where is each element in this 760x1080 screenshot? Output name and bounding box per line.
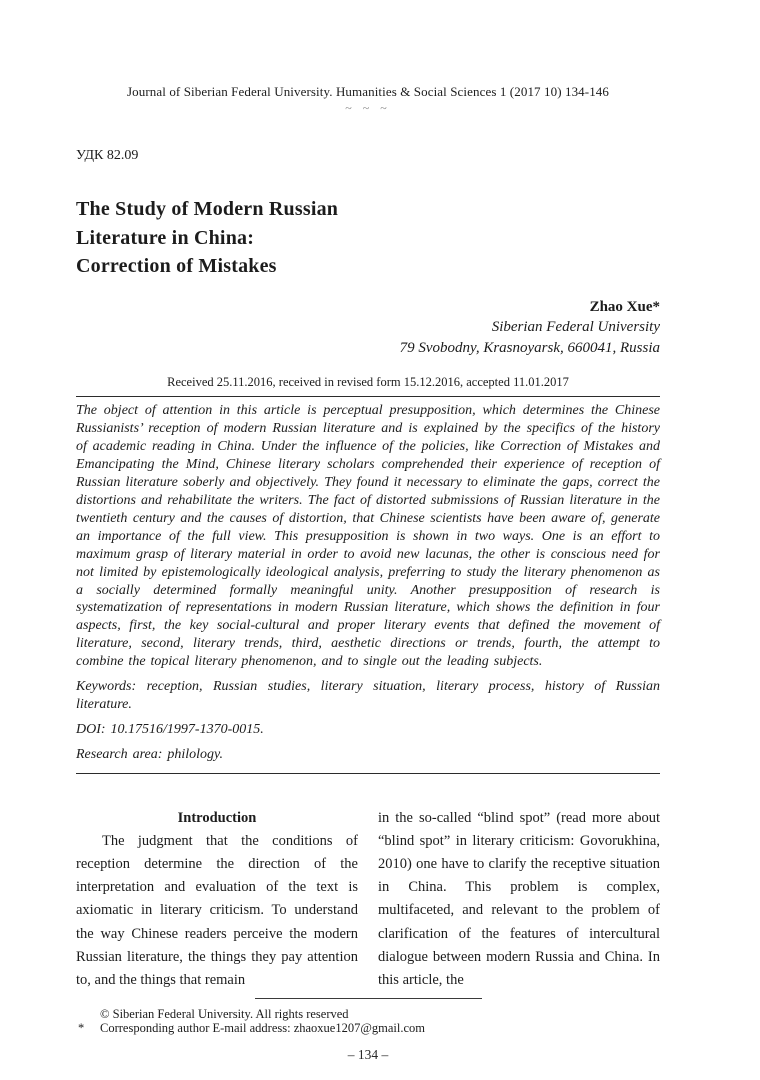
article-title: [76, 195, 660, 281]
doi-line: DOI: 10.17516/1997-1370-0015.: [76, 722, 264, 738]
footnotes: [76, 1007, 660, 1036]
keywords-paragraph: Keywords: reception, Russian studies, literary situation, literary process, history of Russian literature.: [76, 679, 660, 713]
footnote-asterisk: *: [78, 1021, 85, 1036]
author-name: Zhao Xue*: [589, 298, 660, 315]
section-heading-introduction: Introduction: [177, 810, 257, 827]
title-line: Correction of Mistakes: [76, 255, 277, 277]
title-line: The Study of Modern Russian: [76, 198, 339, 220]
copyright-row: [76, 1007, 660, 1022]
body-paragraph-left: The judgment that the conditions of reception determine the direction of the interpretation and evaluation of the text is axiomatic in literary criticism. To understand the way Chinese readers perceive the modern Russian literature, the things they pay attention to, and the things that remain: [76, 833, 358, 988]
tilde-ornament: ~ ~ ~: [345, 101, 391, 115]
corresponding-author-row: [76, 1021, 660, 1036]
separator-rule-top: [76, 396, 660, 397]
udc-code: УДК 82.09: [76, 148, 139, 163]
research-area-line: Research area: philology.: [76, 747, 223, 763]
body-paragraph-right: in the so-called “blind spot” (read more about “blind spot” in literary criticism: Govorukhina, 2010) one have to clarify the receptive situation in China. This problem is complex, multifaceted, and relevant to the problem of clarification of the features of intercultural dialogue between modern Russia and China. In this article, the: [378, 810, 660, 988]
author-address: 79 Svobodny, Krasnoyarsk, 660041, Russia: [399, 339, 660, 356]
separator-rule-bottom: [76, 773, 660, 774]
journal-header-line: Journal of Siberian Federal University. Humanities & Social Sciences 1 (2017 10) 134-146: [127, 84, 609, 99]
footnote-spacer: [76, 1007, 100, 1022]
corresponding-author-note: Corresponding author E-mail address: zhaoxue1207@gmail.com: [100, 1021, 425, 1036]
title-line: Literature in China:: [76, 226, 255, 249]
copyright-note: © Siberian Federal University. All rights reserved: [100, 1006, 349, 1021]
footnote-separator-rule: [255, 998, 482, 999]
page-number: – 134 –: [347, 1047, 389, 1063]
abstract-paragraph: The object of attention in this article is perceptual presupposition, which determines the Chinese Russianists’ reception of modern Russian literature and is explained by the specifics of the history of academic reading in China. Under the influence of the policies, like Correction of Mistakes and Emancipating the Mind, Chinese literary scholars comprehended their experience of reception of Russian literature soberly and objectively. They found it necessary to eliminate the gaps, correct the distortions and rehabilitate the writers. The fact of distorted submissions of Russian literature in the twentieth century and the causes of distortion, that Chinese scientists have been aware of, generate an importance of the full view. This presupposition is shown in two ways. One is an effort to maximum grasp of literary material in order to avoid new lacunas, the other is conscious need for not limited by epistemologically ideological analysis, preferring to study the literary phenomenon as a socially determined formally meaningful unity. Another presupposition of research is systematization of representations in modern Russian literature, which shows the definition in four aspects, first, the key social-cultural and proper literary events that defined the movement of literature, second, literary trends, third, aesthetic directions or trends, fourth, the attempt to combine the topical literary phenomenon, and to single out the leading subjects.: [76, 403, 660, 670]
author-affiliation: Siberian Federal University: [491, 319, 660, 335]
right-column: [378, 807, 660, 992]
left-column: [76, 807, 358, 992]
author-block: [76, 297, 660, 359]
received-dates-line: Received 25.11.2016, received in revised form 15.12.2016, accepted 11.01.2017: [167, 375, 569, 389]
two-column-body: [76, 807, 660, 992]
